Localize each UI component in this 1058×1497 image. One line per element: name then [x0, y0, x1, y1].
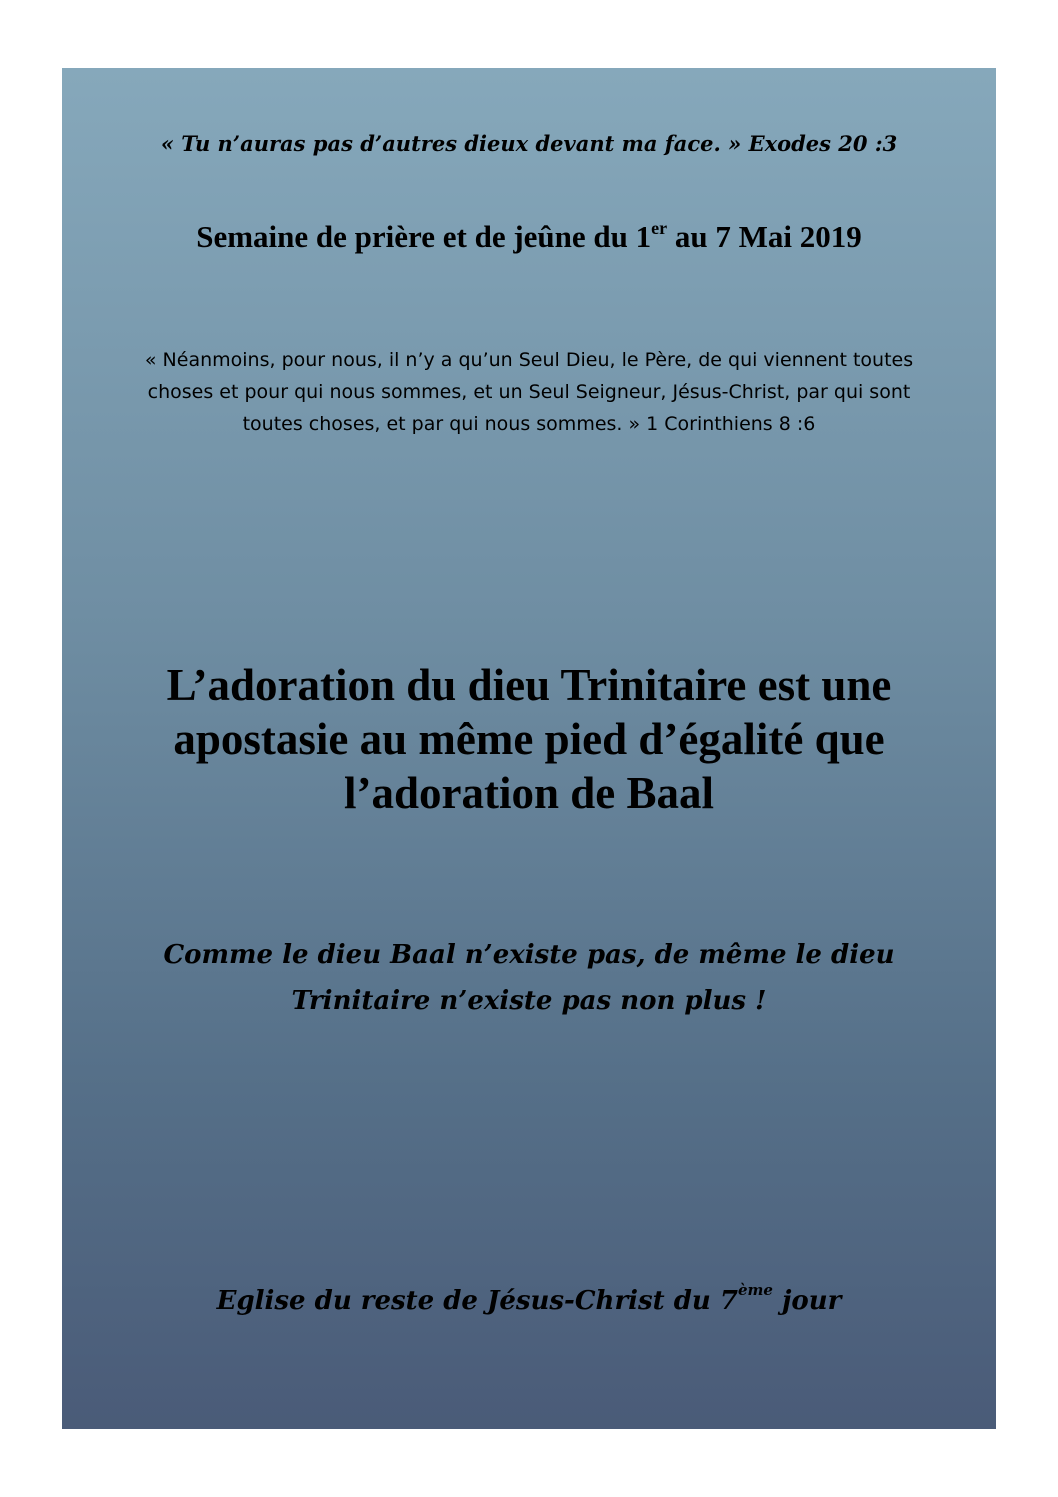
main-title: L’adoration du dieu Trinitaire est une apostasie au même pied d’égalité que l’adoration de Baal — [166, 660, 892, 818]
week-heading-ordinal-suffix: er — [651, 218, 668, 238]
scripture-verse: « Néanmoins, pour nous, il n’y a qu’un Seul Dieu, le Père, de qui viennent toutes choses et pour qui nous sommes, et un Seul Seigneur, Jésus-Christ, par qui sont toutes choses, et par qui nous sommes. » 1 Corinthiens 8 :6 — [144, 349, 914, 435]
week-heading — [62, 218, 996, 256]
week-heading-text-end: au 7 Mai 2019 — [667, 219, 862, 254]
church-name-text-end: jour — [772, 1286, 842, 1316]
church-name — [62, 1281, 996, 1318]
week-heading-text-start: Semaine de prière et de jeûne du 1 — [196, 219, 652, 254]
church-name-ordinal-suffix: ème — [737, 1281, 773, 1299]
cover-page — [62, 68, 996, 1429]
epigraph-quote: « Tu n’auras pas d’autres dieux devant ma face. » Exodes 20 :3 — [160, 131, 898, 156]
church-name-text-start: Eglise du reste de Jésus-Christ du 7 — [216, 1286, 738, 1316]
subtitle: Comme le dieu Baal n’existe pas, de même le dieu Trinitaire n’existe pas non plus ! — [163, 940, 895, 1016]
